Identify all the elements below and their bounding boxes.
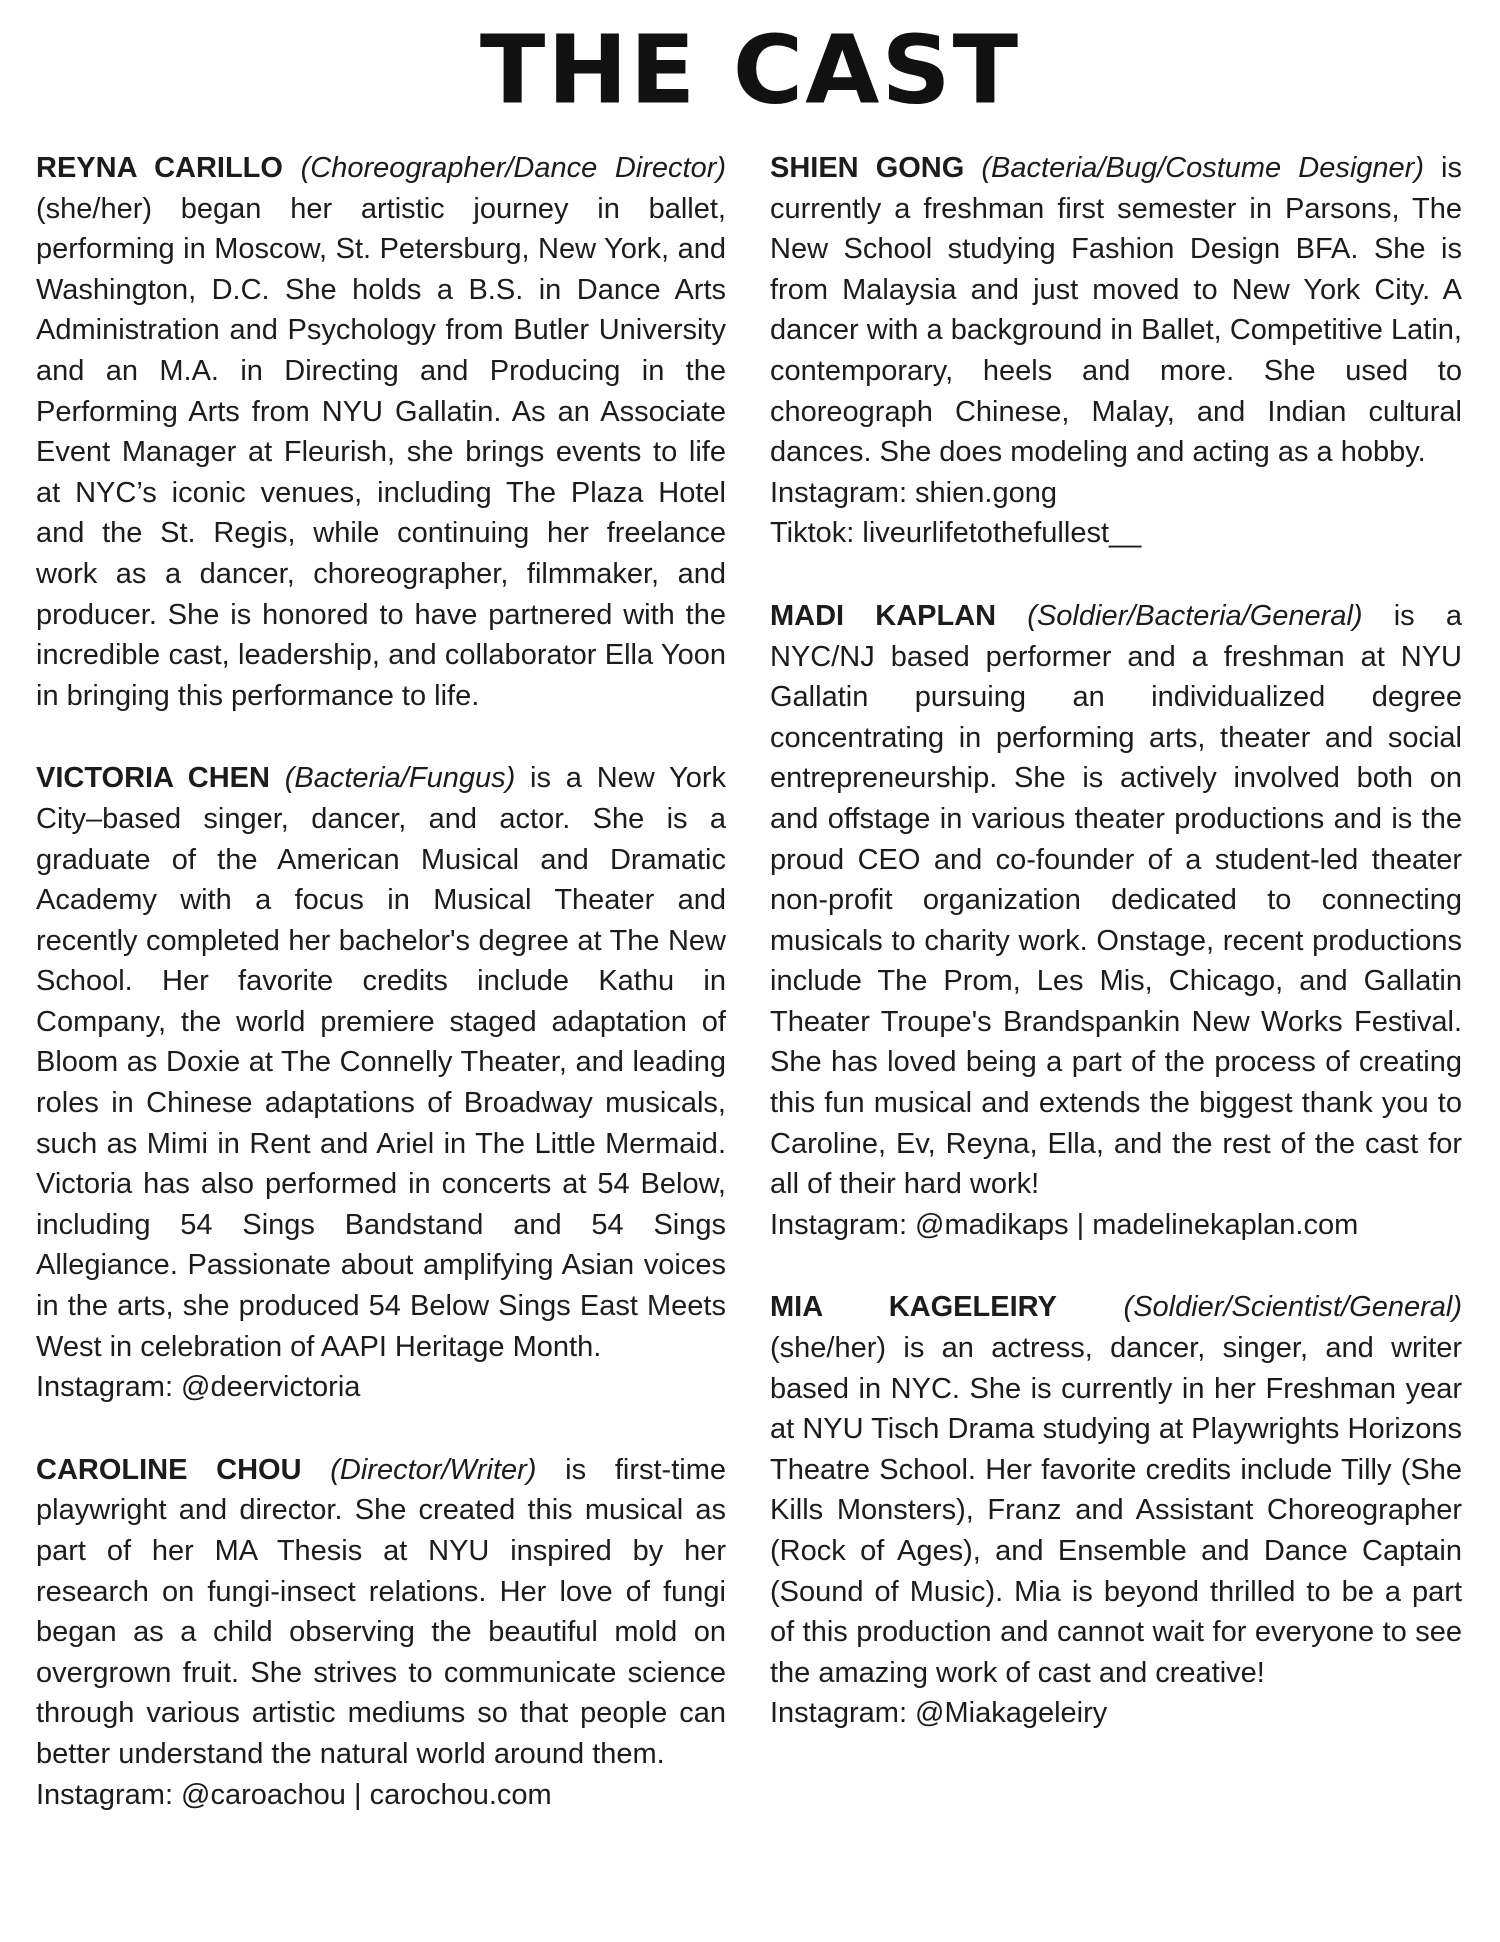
cast-name: MIA KAGELEIRY xyxy=(770,1291,1057,1324)
right-column xyxy=(770,148,1462,1776)
bio-madi-kaplan xyxy=(770,596,1462,1246)
bio-shien-gong xyxy=(770,148,1462,554)
social-handle: Instagram: @Miakageleiry xyxy=(770,1697,1108,1730)
cast-name: VICTORIA CHEN xyxy=(36,762,270,795)
cast-role: (Director/Writer) xyxy=(330,1453,537,1486)
cast-name: CAROLINE CHOU xyxy=(36,1453,302,1486)
bio-mia-kageleiry xyxy=(770,1287,1462,1734)
page-title: THE CAST xyxy=(479,15,1021,125)
cast-role: (Soldier/Scientist/General) xyxy=(1123,1291,1463,1324)
social-handle: Instagram: @madikaps | madelinekaplan.com xyxy=(770,1208,1359,1241)
social-handle: Tiktok: liveurlifetothefullest__ xyxy=(770,517,1142,550)
social-handle: Instagram: @caroachou | carochou.com xyxy=(36,1778,552,1811)
bio-reyna-carillo xyxy=(36,148,726,716)
bio-text: is a NYC/NJ based performer and a freshman at NYU Gallatin pursuing an individualized degree concentrating in performing arts, theater and social entrepreneurship. She is actively involved both on and offstage in various theater productions and is the proud CEO and co-founder of a student-led theater non-profit organization dedicated to connecting musicals to charity work. Onstage, recent productions include The Prom, Les Mis, Chicago, and Gallatin Theater Troupe's Brandspankin New Works Festival. She has loved being a part of the process of creating this fun musical and extends the biggest thank you to Caroline, Ev, Reyna, Ella, and the rest of the cast for all of their hard work! xyxy=(770,599,1462,1201)
bio-text: (she/her) began her artistic journey in ballet, performing in Moscow, St. Petersburg, New York, and Washington, D.C. She holds a B.S. in Dance Arts Administration and Psychology from Butler University and an M.A. in Directing and Producing in the Performing Arts from NYU Gallatin. As an Associate Event Manager at Fleurish, she brings events to life at NYC’s iconic venues, including The Plaza Hotel and the St. Regis, while continuing her freelance work as a dancer, choreographer, filmmaker, and producer. She is honored to have partnered with the incredible cast, leadership, and collaborator Ella Yoon in bringing this performance to life. xyxy=(36,192,726,712)
cast-role: (Bacteria/Bug/Costume Designer) xyxy=(981,152,1424,184)
social-handle: Instagram: shien.gong xyxy=(770,476,1057,509)
cast-name: MADI KAPLAN xyxy=(770,599,997,632)
cast-name: SHIEN GONG xyxy=(770,152,965,184)
cast-role: (Soldier/Bacteria/General) xyxy=(1027,599,1363,632)
bio-text: is first-time playwright and director. She created this musical as part of her MA Thesis at NYU inspired by her research on fungi-insect relations. Her love of fungi began as a child observing the beautiful mold on overgrown fruit. She strives to communicate science through various artistic mediums so that people can better understand the natural world around them. xyxy=(36,1453,726,1770)
cast-role: (Bacteria/Fungus) xyxy=(284,762,516,795)
bio-text: (she/her) is an actress, dancer, singer, and writer based in NYC. She is currently in her Freshman year at NYU Tisch Drama studying at Playwrights Horizons Theatre School. Her favorite credits include Tilly (She Kills Monsters), Franz and Assistant Choreographer (Rock of Ages), and Ensemble and Dance Captain (Sound of Music). Mia is beyond thrilled to be a part of this production and cannot wait for everyone to see the amazing work of cast and creative! xyxy=(770,1332,1462,1689)
bio-text: is a New York City–based singer, dancer, and actor. She is a graduate of the American Musical and Dramatic Academy with a focus in Musical Theater and recently completed her bachelor's degree at The New School. Her favorite credits include Kathu in Company, the world premiere staged adaptation of Bloom as Doxie at The Connelly Theater, and leading roles in Chinese adaptations of Broadway musicals, such as Mimi in Rent and Ariel in The Little Mermaid. Victoria has also performed in concerts at 54 Below, including 54 Sings Bandstand and 54 Sings Allegiance. Passionate about amplifying Asian voices in the arts, she produced 54 Below Sings East Meets West in celebration of AAPI Heritage Month. xyxy=(36,762,726,1363)
cast-role: (Choreographer/Dance Director) xyxy=(300,152,727,184)
bio-caroline-chou xyxy=(36,1450,726,1815)
bio-text: is currently a freshman first semester in Parsons, The New School studying Fashion Design BFA. She is from Malaysia and just moved to New York City. A dancer with a background in Ballet, Competitive Latin, contemporary, heels and more. She used to choreograph Chinese, Malay, and Indian cultural dances. She does modeling and acting as a hobby. xyxy=(770,152,1462,469)
bio-victoria-chen xyxy=(36,758,726,1408)
left-column xyxy=(36,148,726,1857)
cast-name: REYNA CARILLO xyxy=(36,152,283,184)
social-handle: Instagram: @deervictoria xyxy=(36,1371,361,1404)
